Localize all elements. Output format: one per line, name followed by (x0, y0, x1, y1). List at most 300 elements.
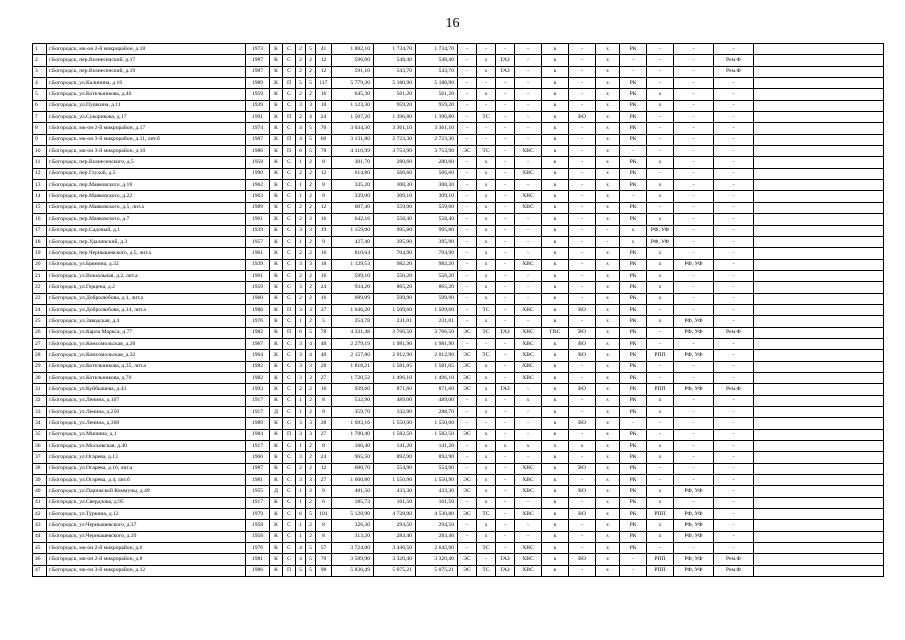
table-cell: х (647, 270, 674, 281)
table-cell: ЭС (458, 372, 477, 383)
table-cell: 294,50 (374, 520, 416, 531)
table-cell: 12 (316, 66, 332, 77)
table-cell: - (515, 225, 542, 236)
table-cell: РК (620, 429, 647, 440)
table-cell: П (283, 327, 296, 338)
table-cell: 871,60 (374, 384, 416, 395)
table-cell: ТС (477, 350, 496, 361)
table-cell: 17 (33, 225, 47, 236)
table-cell: 8 (316, 407, 332, 418)
table-cell: х (647, 497, 674, 508)
table-cell: - (647, 168, 674, 179)
table-cell: РК (620, 304, 647, 315)
table-cell: - (569, 316, 596, 327)
table-cell: - (647, 543, 674, 554)
table-cell: - (496, 350, 515, 361)
table-cell: 25 (33, 316, 47, 327)
table-cell: С (283, 463, 296, 474)
table-cell: 3 (296, 372, 306, 383)
table-cell: х (542, 441, 569, 452)
table-cell: - (458, 531, 477, 542)
table-cell: 7 (33, 112, 47, 123)
table-cell: 1 (296, 157, 306, 168)
table-cell: ХВС (515, 146, 542, 157)
table-cell: - (569, 236, 596, 247)
table-cell: РК (620, 78, 647, 89)
table-cell: 11 (33, 157, 47, 168)
table-cell: - (496, 520, 515, 531)
table-row (33, 66, 884, 77)
table-cell: ВО (569, 384, 596, 395)
table-cell: 1 550,90 (416, 475, 458, 486)
table-cell: С (283, 531, 296, 542)
table-cell: 1 507,20 (332, 112, 374, 123)
table-cell: К (270, 44, 283, 55)
table-cell: ГАЗ (496, 554, 515, 565)
table-cell: 1 (296, 407, 306, 418)
table-cell: С (283, 259, 296, 270)
table-cell: г.Богородск, пер.Маяковского, д.18 (47, 180, 246, 191)
table-cell: 2 (306, 395, 316, 406)
table-cell: 5 (306, 327, 316, 338)
table-cell: к (542, 554, 569, 565)
table-cell: 38 (33, 463, 47, 474)
table-cell: 427,40 (332, 236, 374, 247)
table-cell: - (714, 407, 754, 418)
table-cell: РФ, УФ (674, 350, 714, 361)
table-cell: х (647, 282, 674, 293)
table-cell: С (283, 202, 296, 213)
table-cell: РК (620, 44, 647, 55)
table-cell: ВО (569, 112, 596, 123)
table-cell: 3 (296, 452, 306, 463)
table-cell: - (477, 418, 496, 429)
table-cell: ГВС (542, 327, 569, 338)
table-cell: 34 (33, 418, 47, 429)
table-cell: 8 (316, 520, 332, 531)
table-cell: 3 (296, 350, 306, 361)
table-cell: - (714, 486, 754, 497)
table-row (33, 180, 884, 191)
table-cell: - (569, 100, 596, 111)
table-cell: х (596, 395, 620, 406)
table-cell (754, 225, 884, 236)
table-cell: 6 (296, 146, 306, 157)
table-cell: С (283, 282, 296, 293)
table-cell: - (458, 304, 477, 315)
table-cell: РФ, УФ (674, 316, 714, 327)
table-cell: 3 766,50 (416, 327, 458, 338)
table-cell: - (496, 338, 515, 349)
table-cell: 4 (306, 338, 316, 349)
table-cell: К (270, 191, 283, 202)
table-cell: - (620, 191, 647, 202)
table-cell: 78 (316, 327, 332, 338)
table-cell (754, 282, 884, 293)
table-cell: С (283, 407, 296, 418)
table-cell: - (496, 543, 515, 554)
table-cell: 70 (316, 554, 332, 565)
table-cell (754, 236, 884, 247)
table-cell: 1 882,10 (332, 44, 374, 55)
table-cell: 548,40 (374, 55, 416, 66)
table-cell: ЭС (458, 486, 477, 497)
table-cell: - (569, 520, 596, 531)
table-cell: 9 (316, 236, 332, 247)
table-cell: - (496, 157, 515, 168)
table-row (33, 134, 884, 145)
table-cell: х (477, 180, 496, 191)
table-cell: 44 (33, 531, 47, 542)
table-cell: К (270, 327, 283, 338)
table-cell: 12 (316, 202, 332, 213)
table-cell: 39 (33, 475, 47, 486)
table-cell: 35 (33, 429, 47, 440)
table-cell: - (674, 157, 714, 168)
table-cell: 1982 (246, 361, 270, 372)
table-cell: 2 (296, 55, 306, 66)
table-cell: 1 (296, 441, 306, 452)
table-cell: - (714, 100, 754, 111)
table-cell: х (596, 270, 620, 281)
table-cell: К (270, 543, 283, 554)
table-cell: к (542, 304, 569, 315)
table-cell: - (569, 191, 596, 202)
table-cell: х (596, 531, 620, 542)
table-cell: ХВС (515, 259, 542, 270)
table-cell: г.Богородск, ул.Суворикова, д.17 (47, 112, 246, 123)
table-cell: - (569, 168, 596, 179)
table-cell: 1976 (246, 543, 270, 554)
table-cell: - (569, 543, 596, 554)
table-row (33, 146, 884, 157)
table-cell: 4 728,00 (374, 509, 416, 520)
table-cell: х (596, 44, 620, 55)
table-cell: х (477, 361, 496, 372)
table-row (33, 395, 884, 406)
table-cell: к (542, 475, 569, 486)
table-cell: 326,30 (332, 520, 374, 531)
table-cell: 2 (306, 520, 316, 531)
table-cell: - (714, 112, 754, 123)
table-cell: 48 (316, 350, 332, 361)
table-cell: к (542, 395, 569, 406)
table-cell: х (596, 248, 620, 259)
table-row (33, 531, 884, 542)
table-cell: П (283, 304, 296, 315)
table-cell: - (647, 146, 674, 157)
table-cell: 301,70 (332, 157, 374, 168)
table-cell: 2 (306, 248, 316, 259)
housing-registry-table (32, 43, 884, 577)
table-cell: - (569, 66, 596, 77)
table-cell: К (270, 146, 283, 157)
table-cell: х (596, 361, 620, 372)
table-cell: - (569, 270, 596, 281)
table-cell: к (542, 418, 569, 429)
table-cell: - (569, 565, 596, 576)
table-cell: х (596, 146, 620, 157)
table-cell: ВО (569, 418, 596, 429)
table-cell: К (270, 429, 283, 440)
table-cell: - (496, 418, 515, 429)
table-cell: 2 (306, 191, 316, 202)
table-cell: 16 (316, 270, 332, 281)
table-cell: к (542, 452, 569, 463)
table-cell: ВО (569, 509, 596, 520)
table-cell: 1 (296, 520, 306, 531)
table-cell: - (496, 407, 515, 418)
table-cell: РК (620, 100, 647, 111)
table-cell: х (647, 520, 674, 531)
table-cell: - (674, 214, 714, 225)
table-cell: 9 (33, 134, 47, 145)
table-cell: г.Богородск, ул.Пушкина, д.11 (47, 100, 246, 111)
table-cell: - (647, 123, 674, 134)
table-cell (754, 531, 884, 542)
table-cell: К (270, 565, 283, 576)
table-cell: - (458, 78, 477, 89)
table-cell: к (542, 520, 569, 531)
table-cell: х (647, 180, 674, 191)
table-cell: П (283, 112, 296, 123)
table-row (33, 191, 884, 202)
table-cell: 5 (306, 146, 316, 157)
table-cell: - (458, 236, 477, 247)
table-cell: 481,50 (332, 486, 374, 497)
table-cell (754, 304, 884, 315)
table-cell: РК (620, 531, 647, 542)
table-cell: 3 753,90 (374, 146, 416, 157)
table-cell: - (496, 112, 515, 123)
table-cell: 8 (316, 395, 332, 406)
table-cell: - (714, 89, 754, 100)
table-cell: х (596, 100, 620, 111)
table-cell: х (596, 486, 620, 497)
table-cell: - (515, 293, 542, 304)
table-cell: 5 (306, 134, 316, 145)
table-cell: 939,60 (332, 384, 374, 395)
table-cell: 1960 (246, 293, 270, 304)
table-cell: 1967 (246, 338, 270, 349)
table-cell: - (477, 100, 496, 111)
table-cell: - (714, 463, 754, 474)
table-cell: 12 (33, 168, 47, 179)
table-cell: 1 818,21 (332, 361, 374, 372)
table-cell: ЭС (458, 350, 477, 361)
table-cell: 283,40 (416, 531, 458, 542)
table-cell (754, 509, 884, 520)
table-cell: 1 646,20 (332, 304, 374, 315)
table-cell (754, 259, 884, 270)
table-cell: 21 (33, 270, 47, 281)
table-cell: 3 589,90 (332, 554, 374, 565)
table-cell: х (477, 55, 496, 66)
table-cell: 2 (306, 55, 316, 66)
table-cell: - (714, 441, 754, 452)
table-cell: 3 753,90 (416, 146, 458, 157)
table-cell: х (647, 214, 674, 225)
table-cell: 3 (306, 225, 316, 236)
table-cell: 2 (306, 407, 316, 418)
table-cell: - (674, 191, 714, 202)
table-cell: 4 (296, 134, 306, 145)
table-cell: х (477, 452, 496, 463)
table-cell: 558,40 (416, 214, 458, 225)
table-cell: - (569, 44, 596, 55)
table-cell (754, 55, 884, 66)
table-cell: к (542, 180, 569, 191)
table-cell: г.Богородск, пер.Маяковского, д.5, лит.а (47, 202, 246, 213)
table-cell: 5 (306, 565, 316, 576)
table-cell: 1 159,00 (332, 225, 374, 236)
table-cell: - (620, 66, 647, 77)
table-cell: 16 (316, 293, 332, 304)
table-cell: - (620, 146, 647, 157)
table-cell: ВО (569, 554, 596, 565)
table-cell: х (596, 441, 620, 452)
table-cell: ВО (569, 463, 596, 474)
table-cell: 2 645,90 (416, 543, 458, 554)
table-cell: г.Богородск, ул.Брянина, д.32 (47, 259, 246, 270)
table-cell: 2 (306, 89, 316, 100)
table-cell: 166,40 (332, 441, 374, 452)
table-cell: - (515, 89, 542, 100)
table-cell: 2 (296, 214, 306, 225)
table-cell: к (542, 202, 569, 213)
table-cell: 3 (306, 259, 316, 270)
table-cell: - (496, 259, 515, 270)
table-cell: 23 (33, 293, 47, 304)
table-cell: к (542, 338, 569, 349)
table-cell: С (283, 293, 296, 304)
table-cell: г.Богородск, мк-он 2-й микрорайон, д.8 (47, 554, 246, 565)
table-cell: - (496, 168, 515, 179)
table-cell: ТС (477, 543, 496, 554)
table-cell: П (283, 78, 296, 89)
table-cell: х (569, 441, 596, 452)
table-cell: 1993 (246, 384, 270, 395)
table-cell: С (283, 372, 296, 383)
table-cell: 561,20 (374, 89, 416, 100)
table-row (33, 44, 884, 55)
table-cell: ЭС (458, 327, 477, 338)
table-cell: - (714, 429, 754, 440)
table-cell: 1989 (246, 418, 270, 429)
table-cell: 1 496,10 (374, 372, 416, 383)
table-cell: х (596, 282, 620, 293)
table-cell (754, 429, 884, 440)
table-cell: х (596, 66, 620, 77)
table-cell: 1974 (246, 123, 270, 134)
table-cell: 3 724,00 (332, 543, 374, 554)
table-cell: х (477, 202, 496, 213)
table-cell: 5 (306, 78, 316, 89)
table-cell: х (647, 531, 674, 542)
table-cell: к (542, 248, 569, 259)
table-cell: 3 (33, 66, 47, 77)
table-cell: г.Богородск, мк-он 3-й микрорайон, д.11, лит.б (47, 134, 246, 145)
table-cell: - (714, 395, 754, 406)
table-cell: г.Богородск, ул.Вокзальная, д.2, лит.а (47, 270, 246, 281)
table-cell (754, 384, 884, 395)
table-cell: ВО (569, 304, 596, 315)
table-cell: 8 (316, 441, 332, 452)
table-cell: 288,70 (416, 407, 458, 418)
table-cell: 548,40 (416, 55, 458, 66)
table-cell: ХВС (515, 372, 542, 383)
table-cell: К (270, 361, 283, 372)
table-cell: 5 779,30 (332, 78, 374, 89)
table-cell: - (714, 225, 754, 236)
table-cell: 1987 (246, 134, 270, 145)
table-cell (754, 327, 884, 338)
table-cell: 1989 (246, 78, 270, 89)
table-cell: х (477, 293, 496, 304)
table-cell: С (283, 44, 296, 55)
table-cell (754, 157, 884, 168)
table-cell: 41 (316, 44, 332, 55)
table-cell: 27 (316, 304, 332, 315)
table-cell: 892,90 (416, 452, 458, 463)
table-cell: 12 (316, 463, 332, 474)
table-cell: - (477, 554, 496, 565)
table-cell: 556,20 (374, 270, 416, 281)
table-cell: х (596, 452, 620, 463)
table-cell: 335,20 (332, 180, 374, 191)
table-cell: - (714, 248, 754, 259)
table-cell: - (496, 497, 515, 508)
table-cell: 14 (33, 191, 47, 202)
table-cell: 1 123,30 (332, 100, 374, 111)
table-cell: С (283, 441, 296, 452)
table-cell: ХВС (515, 475, 542, 486)
table-cell: х (620, 225, 647, 236)
table-row (33, 316, 884, 327)
table-cell: х (596, 55, 620, 66)
table-cell: к (542, 429, 569, 440)
table-cell: г.Богородск, ул.Московская, д.40 (47, 441, 246, 452)
table-cell: ГАЗ (496, 565, 515, 576)
table-cell: 280,60 (416, 157, 458, 168)
table-cell: - (458, 180, 477, 191)
table-cell: 4 (296, 543, 306, 554)
table-cell: 3 361,10 (416, 123, 458, 134)
table-cell: - (458, 225, 477, 236)
table-cell: 16 (316, 384, 332, 395)
table-cell: х (477, 395, 496, 406)
table-row (33, 202, 884, 213)
table-cell: - (714, 78, 754, 89)
table-cell: - (674, 134, 714, 145)
table-cell: 489,00 (374, 395, 416, 406)
table-cell: ХВС (515, 327, 542, 338)
table-cell: х (647, 395, 674, 406)
table-cell: РФ, УФ (674, 327, 714, 338)
table-cell: к (542, 259, 569, 270)
table-cell: х (647, 89, 674, 100)
table-cell: 2 (306, 384, 316, 395)
table-cell: - (647, 361, 674, 372)
table-cell: К (270, 112, 283, 123)
table-cell: 5 075,21 (416, 565, 458, 576)
table-cell: 60 (316, 134, 332, 145)
table-cell: х (477, 384, 496, 395)
table-cell: - (714, 134, 754, 145)
table-cell: 934,20 (332, 282, 374, 293)
table-cell: х (596, 429, 620, 440)
table-cell: ХВС (515, 168, 542, 179)
